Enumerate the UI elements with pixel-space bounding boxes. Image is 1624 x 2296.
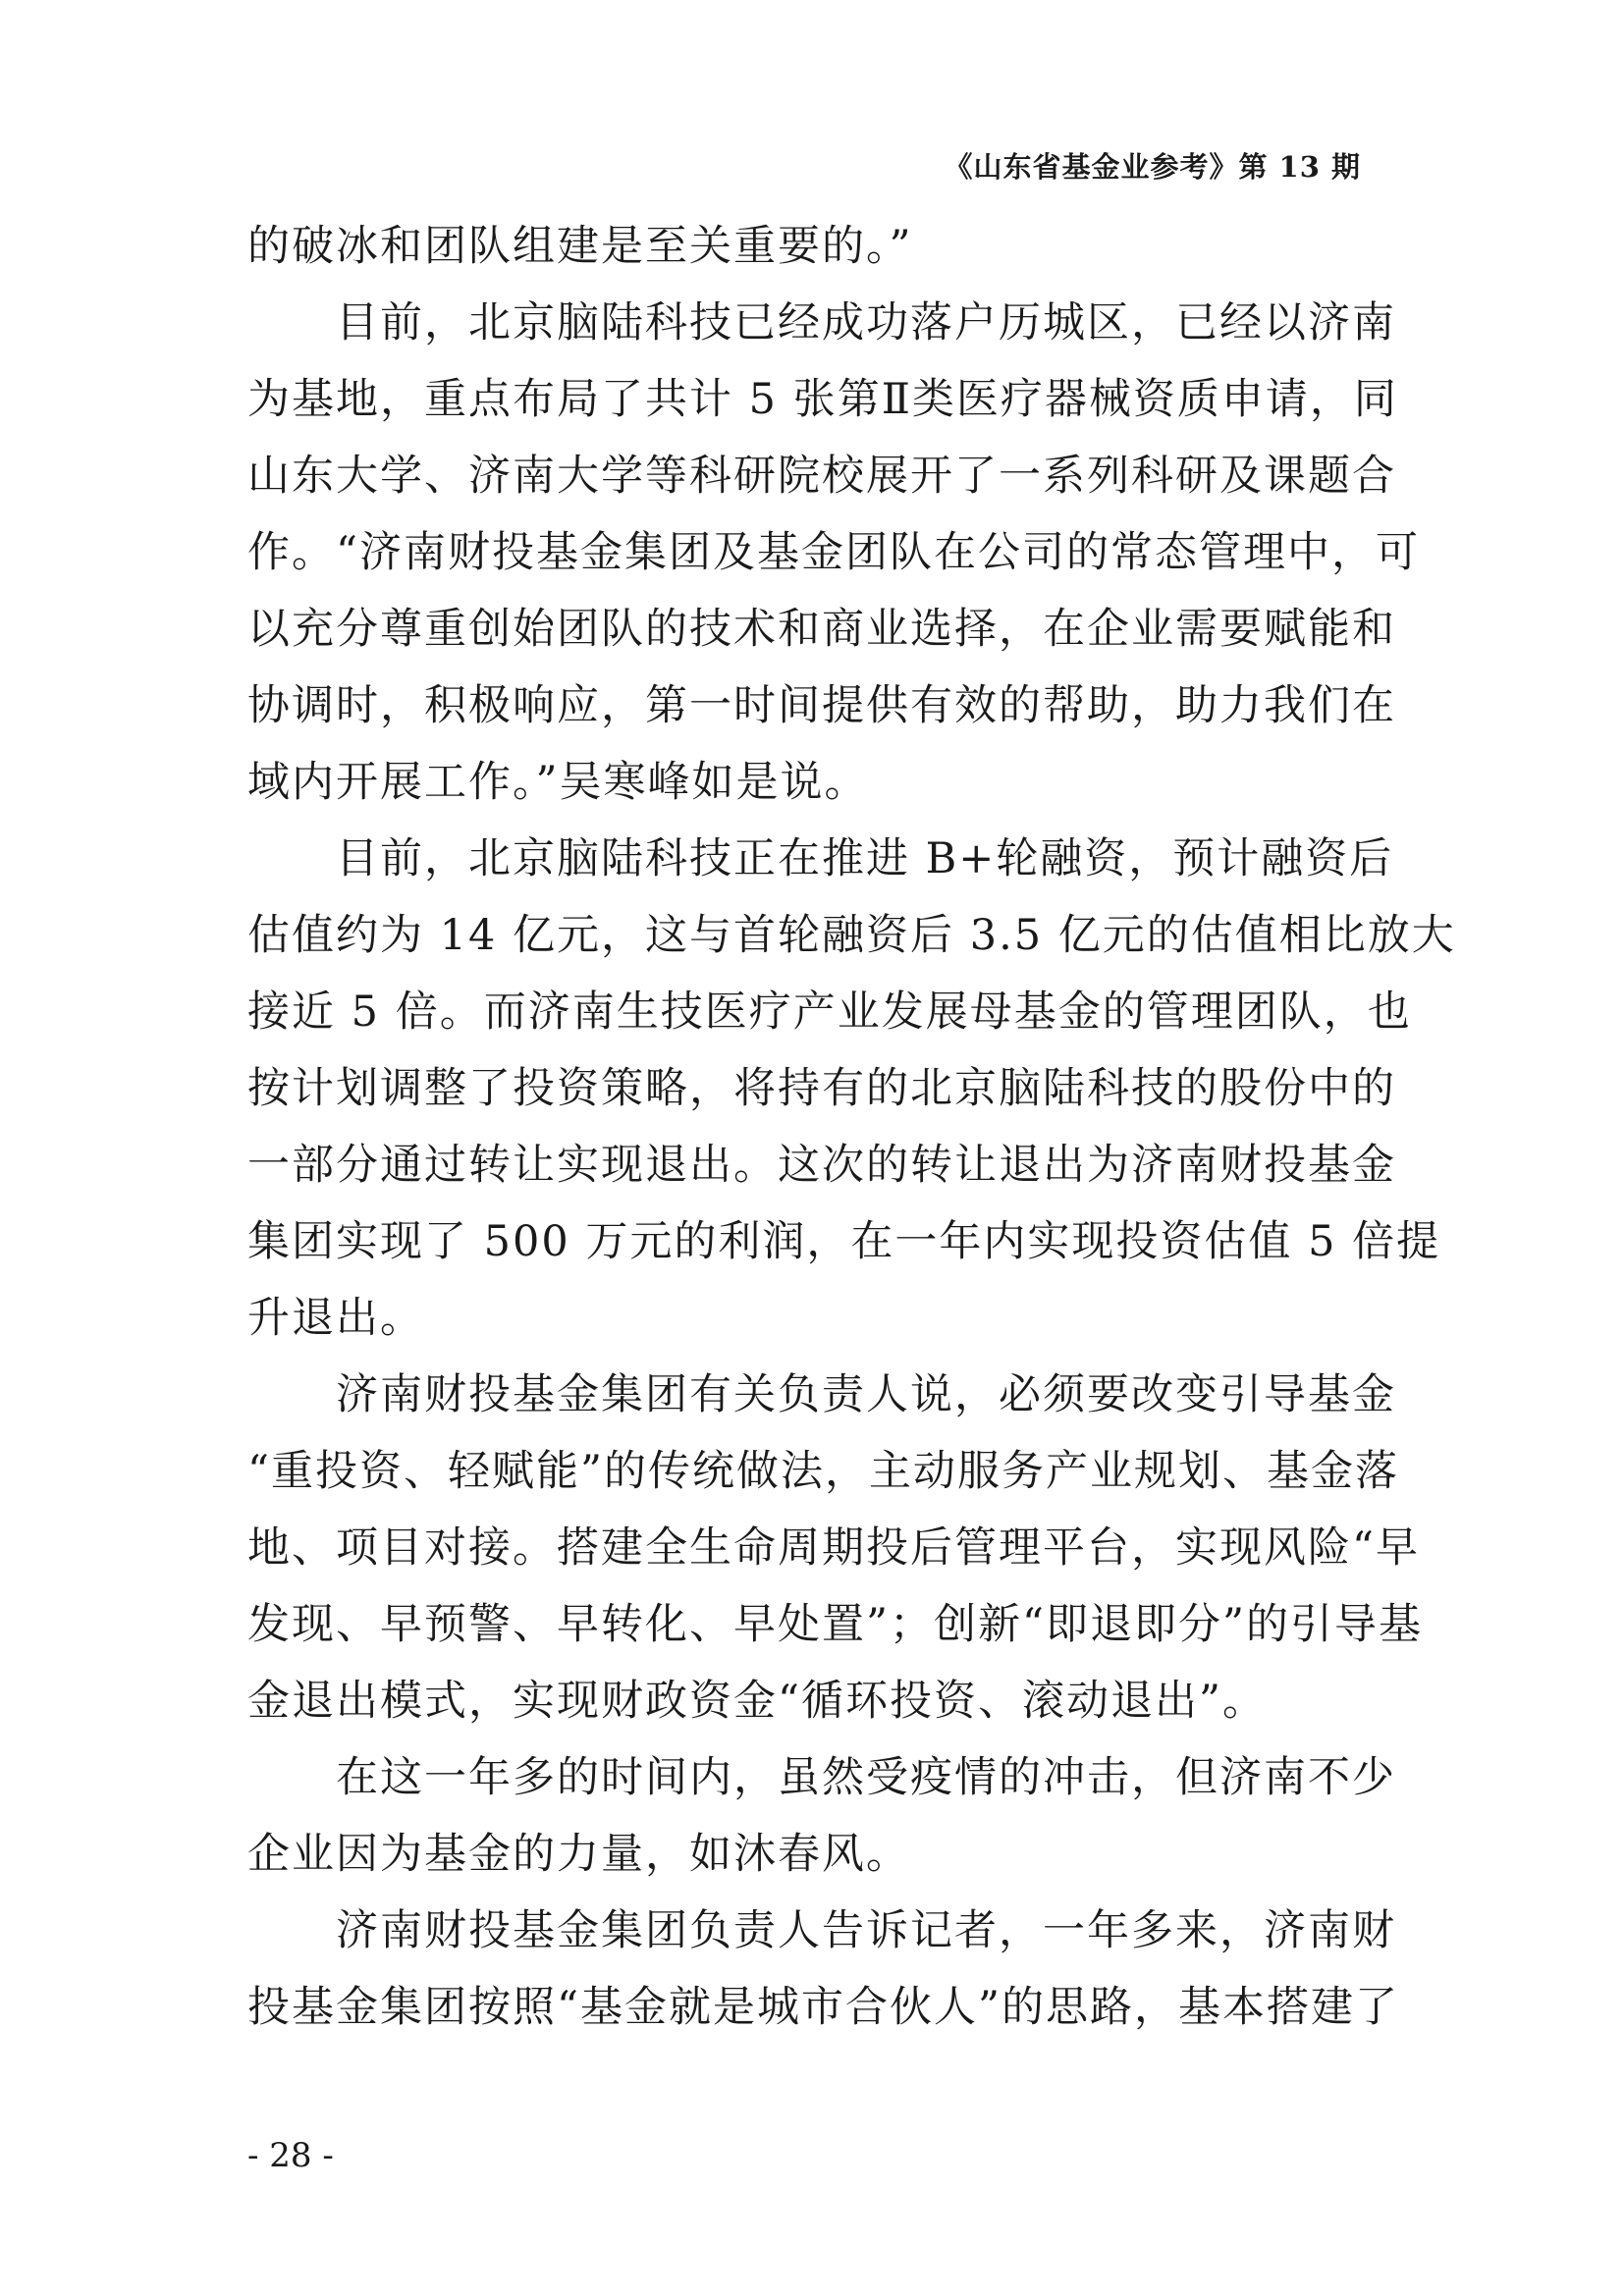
text-line: 一部分通过转让实现退出。这次的转让退出为济南财投基金 [247, 1141, 1396, 1190]
text-line: 发现、早预警、早转化、早处置”；创新“即退即分”的引导基 [247, 1600, 1423, 1649]
text-line: “重投资、轻赋能”的传统做法，主动服务产业规划、基金落 [247, 1447, 1399, 1496]
text-line: 济南财投基金集团有关负责人说，必须要改变引导基金 [336, 1370, 1396, 1419]
running-header: 《山东省基金业参考》第 13 期 [944, 150, 1361, 184]
text-line: 作。“济南财投基金集团及基金团队在公司的常态管理中，可 [247, 528, 1420, 577]
text-line: 投基金集团按照“基金就是城市合伙人”的思路，基本搭建了 [247, 1983, 1399, 2032]
text-line: 地、项目对接。搭建全生命周期投后管理平台，实现风险“早 [247, 1523, 1420, 1573]
text-line: 为基地，重点布局了共计 5 张第Ⅱ类医疗器械资质申请，同 [247, 375, 1398, 424]
text-line: 集团实现了 500 万元的利润，在一年内实现投资估值 5 倍提 [247, 1217, 1441, 1266]
text-line: 金退出模式，实现财政资金“循环投资、滚动退出”。 [247, 1677, 1267, 1726]
text-line: 在这一年多的时间内，虽然受疫情的冲击，但济南不少 [336, 1753, 1396, 1802]
text-line: 按计划调整了投资策略，将持有的北京脑陆科技的股份中的 [247, 1064, 1396, 1113]
text-line: 山东大学、济南大学等科研院校展开了一系列科研及课题合 [247, 452, 1396, 501]
text-line: 以充分尊重创始团队的技术和商业选择，在企业需要赋能和 [247, 605, 1396, 654]
text-line: 目前，北京脑陆科技已经成功落户历城区，已经以济南 [336, 298, 1396, 347]
text-line: 的破冰和团队组建是至关重要的。” [247, 222, 913, 271]
text-line: 协调时，积极响应，第一时间提供有效的帮助，助力我们在 [247, 681, 1396, 730]
article-body [247, 208, 1456, 2046]
text-line: 济南财投基金集团负责人告诉记者，一年多来，济南财 [336, 1906, 1396, 1955]
page-number: - 28 - [247, 2136, 334, 2175]
text-line: 目前，北京脑陆科技正在推进 B+轮融资，预计融资后 [336, 834, 1394, 883]
text-line: 估值约为 14 亿元，这与首轮融资后 3.5 亿元的估值相比放大 [247, 911, 1456, 960]
text-line: 升退出。 [247, 1294, 424, 1343]
text-line: 接近 5 倍。而济南生技医疗产业发展母基金的管理团队，也 [247, 988, 1412, 1037]
text-line: 企业因为基金的力量，如沐春风。 [247, 1830, 910, 1879]
text-line: 域内开展工作。”吴寒峰如是说。 [247, 758, 869, 807]
